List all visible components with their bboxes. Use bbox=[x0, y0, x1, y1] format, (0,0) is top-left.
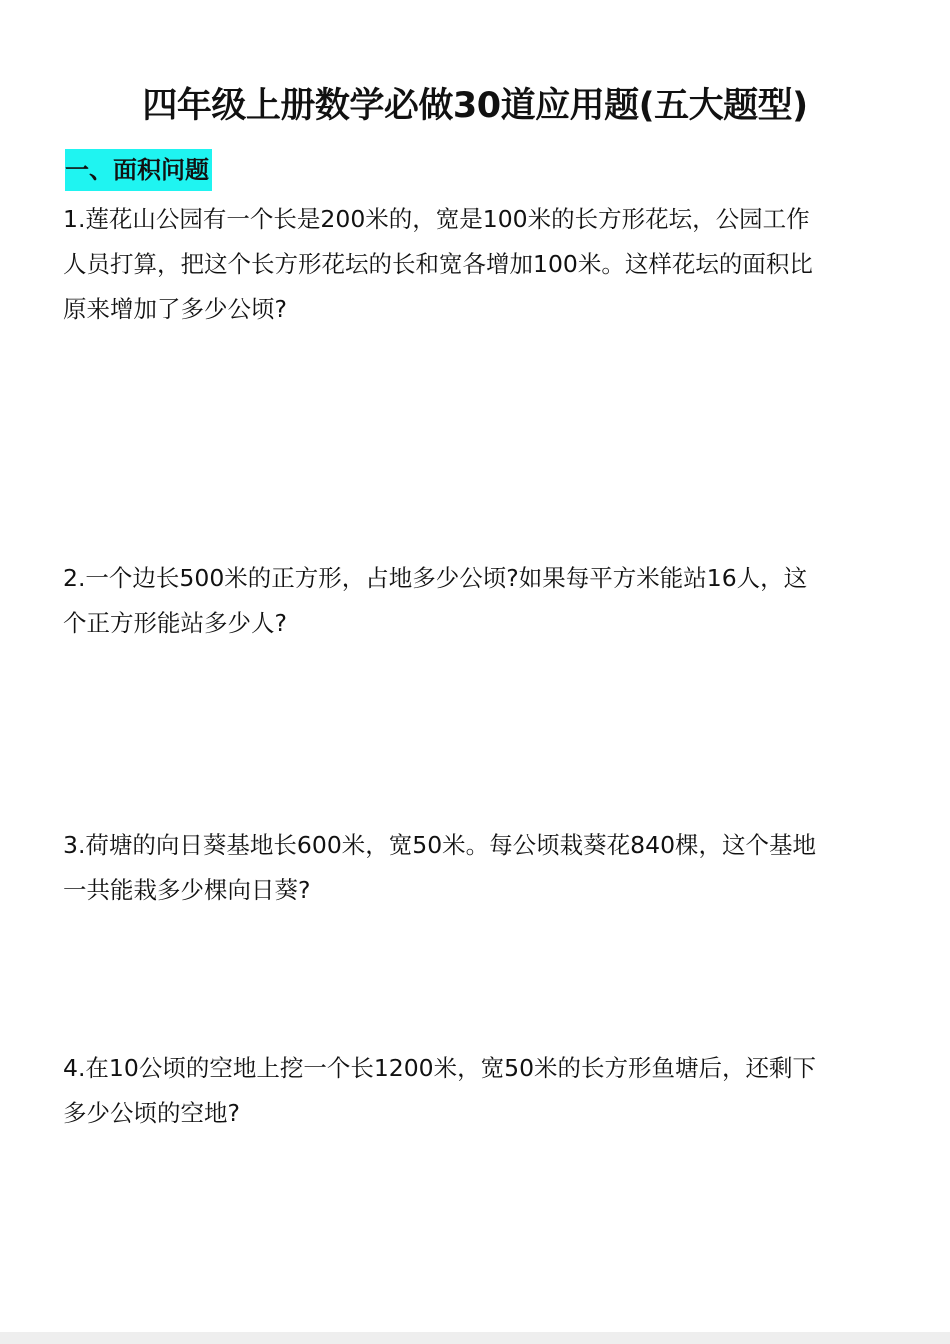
question-2-line-1: 2.一个边长500米的正方形，占地多少公顷?如果每平方米能站16人，这 bbox=[63, 564, 808, 592]
worksheet-title: 四年级上册数学必做30道应用题(五大题型) bbox=[142, 86, 808, 126]
question-4-line-2: 多少公顷的空地? bbox=[63, 1099, 240, 1127]
question-1-line-1: 1.莲花山公园有一个长是200米的，宽是100米的长方形花坛，公园工作 bbox=[63, 205, 810, 233]
question-3-line-2: 一共能栽多少棵向日葵? bbox=[63, 876, 311, 904]
question-4 bbox=[63, 1046, 883, 1136]
question-1 bbox=[63, 197, 883, 332]
question-3-line-1: 3.荷塘的向日葵基地长600米，宽50米。每公顷栽葵花840棵，这个基地 bbox=[63, 831, 817, 859]
page-bottom-edge bbox=[0, 1332, 950, 1344]
question-2-line-2: 个正方形能站多少人? bbox=[63, 609, 287, 637]
section-heading-label: 一、面积问题 bbox=[65, 149, 212, 191]
question-4-line-1: 4.在10公顷的空地上挖一个长1200米，宽50米的长方形鱼塘后，还剩下 bbox=[63, 1054, 817, 1082]
section-heading bbox=[63, 149, 216, 191]
question-3 bbox=[63, 823, 883, 913]
question-1-line-2: 人员打算，把这个长方形花坛的长和宽各增加100米。这样花坛的面积比 bbox=[63, 250, 813, 278]
question-1-line-3: 原来增加了多少公顷? bbox=[63, 295, 287, 323]
question-2 bbox=[63, 556, 883, 646]
